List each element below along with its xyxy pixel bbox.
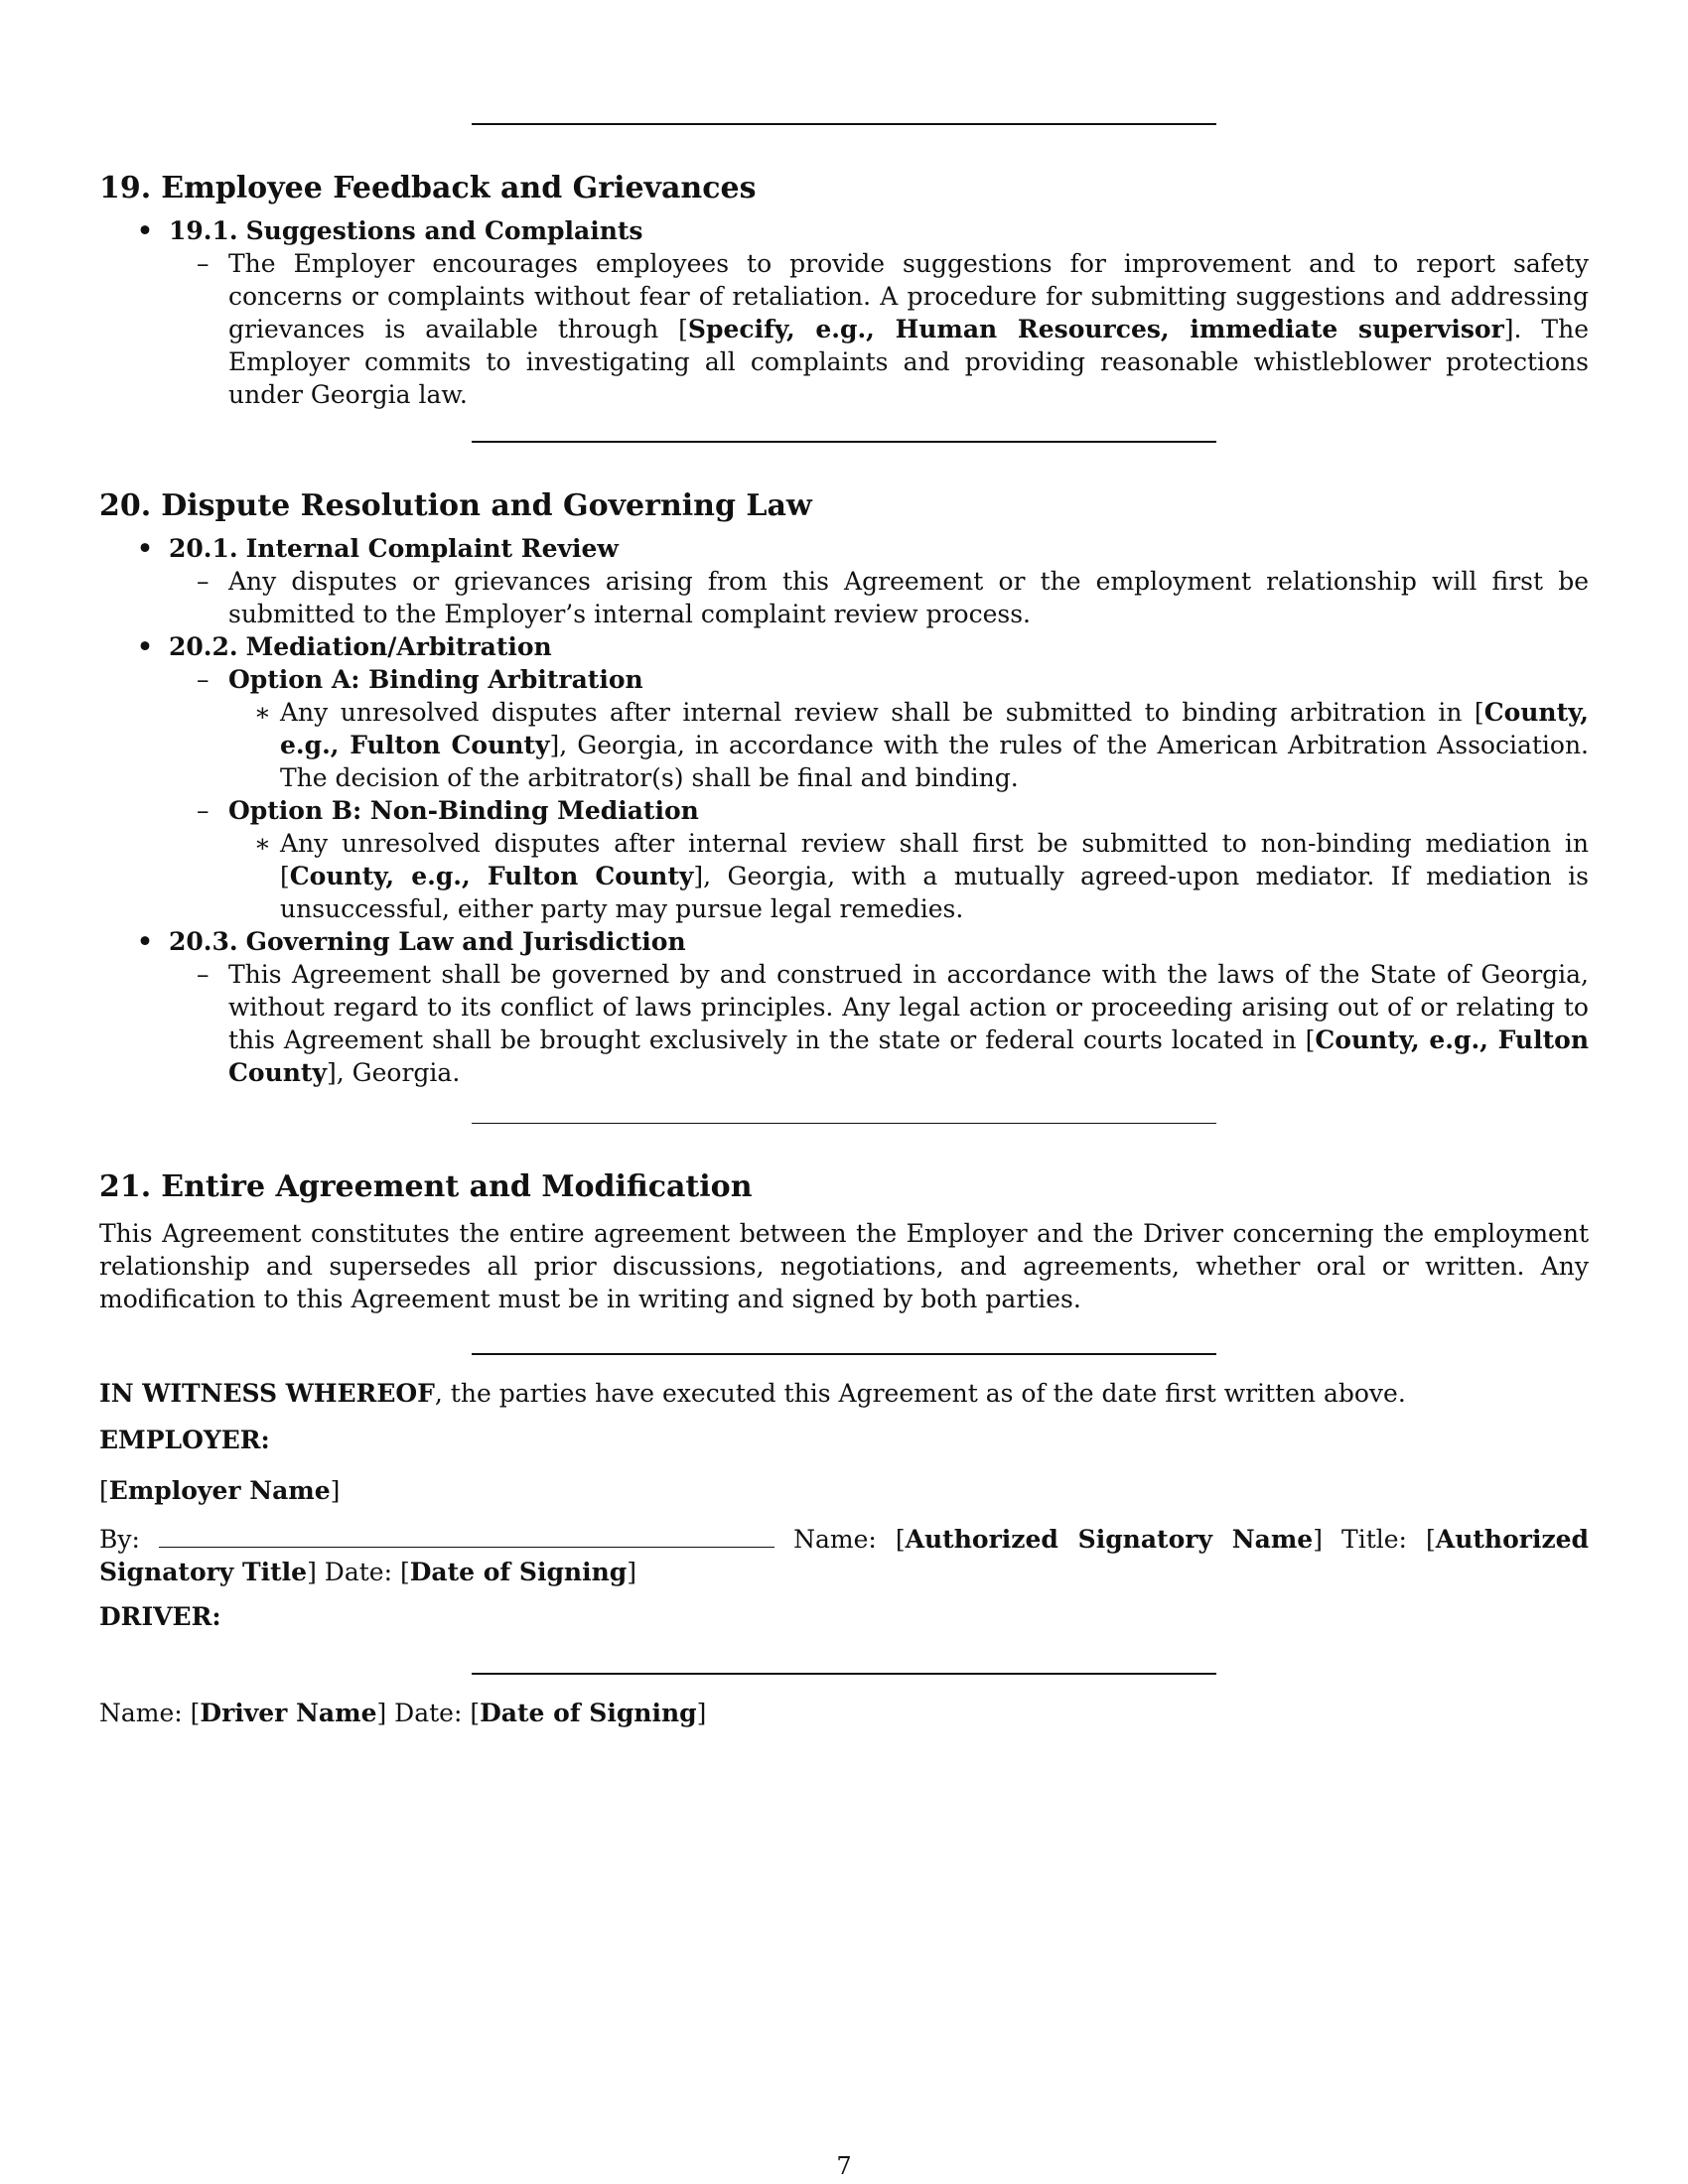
subsection-20-2: • 20.2. Mediation/Arbitration – Option A: Binding Arbitration ∗ Any unresolved disputes after internal review shall be submitted to binding arbitration in [County, e.g., Fulton County], Georgia, in accordance with the rules of the American Arbitration Association. The decision of the arbitrator(s) shall be final and binding. – Option B: Non-Binding Mediation ∗ Any unresolved disputes after internal review shall first be submitted to non-binding mediation in [County, e.g., Fulton County], Georgia, with a mutually agreed-upon mediator. If mediation is unsuccessful, either party may pursue legal remedies. <box>137 632 1589 923</box>
subsection-title: 20.2. Mediation/Arbitration <box>169 632 552 661</box>
employer-label: EMPLOYER: <box>99 1426 270 1454</box>
option-a: – Option A: Binding Arbitration ∗ Any unresolved disputes after internal review shall be submitted to binding arbitration in [County, e.g., Fulton County], Georgia, in accordance with the rules of the American Arbitration Association. The decision of the arbitrator(s) shall be final and binding. <box>197 665 1589 792</box>
subsection-20-1: • 20.1. Internal Complaint Review – Any disputes or grievances arising from this Agreement or the employment relationship will first be submitted to the Employer’s internal complaint review process. <box>137 534 1589 628</box>
signature-field[interactable] <box>159 1527 774 1548</box>
section-21-heading: 21. Entire Agreement and Modification <box>99 1169 753 1204</box>
option-b: – Option B: Non-Binding Mediation ∗ Any unresolved disputes after internal review shall first be submitted to non-binding mediation in [County, e.g., Fulton County], Georgia, with a mutually agreed-upon mediator. If mediation is unsuccessful, either party may pursue legal remedies. <box>197 796 1589 923</box>
witness-clause: IN WITNESS WHEREOF, the parties have executed this Agreement as of the date first written above. <box>99 1379 1406 1408</box>
subsection-19-1 <box>99 214 1589 411</box>
section-20-heading: 20. Dispute Resolution and Governing Law <box>99 488 812 523</box>
section-21-text: This Agreement constitutes the entire agreement between the Employer and the Driver concerning the employment relationship and supersedes all prior discussions, negotiations, and agreements, whether oral or written. Any modification to this Agreement must be in writing and signed by both parties. <box>99 1219 1589 1313</box>
option-b-title: Option B: Non-Binding Mediation <box>228 796 699 825</box>
employer-signature-line: By: Name: [Authorized Signatory Name] Title: [Authorized Signatory Title] Date: [Date of Signing] <box>99 1525 1590 1586</box>
page-number: 7 <box>836 2152 852 2180</box>
clause-text: – Any disputes or grievances arising from this Agreement or the employment relationship will first be submitted to the Employer’s internal complaint review process. <box>197 567 1589 628</box>
bullet-marker: • <box>137 216 153 245</box>
option-a-title: Option A: Binding Arbitration <box>228 665 643 694</box>
subsection-title: 20.3. Governing Law and Jurisdiction <box>169 927 686 956</box>
subsection-title: 20.1. Internal Complaint Review <box>169 534 619 563</box>
option-b-text: ∗ Any unresolved disputes after internal review shall first be submitted to non-binding mediation in [County, e.g., Fulton County], Georgia, with a mutually agreed-upon mediator. If mediation is unsuccessful, either party may pursue legal remedies. <box>254 829 1589 923</box>
subsection-20-3: • 20.3. Governing Law and Jurisdiction – This Agreement shall be governed by and construed in accordance with the laws of the State of Georgia, without regard to its conflict of laws principles. Any legal action or proceeding arising out of or relating to this Agreement shall be brought exclusively in the state or federal courts located in [County, e.g., Fulton County], Georgia. <box>137 927 1589 1087</box>
document-page <box>99 0 1589 1729</box>
subsection-title: 19.1. Suggestions and Complaints <box>169 216 643 245</box>
clause-text: – This Agreement shall be governed by and construed in accordance with the laws of the State of Georgia, without regard to its conflict of laws principles. Any legal action or proceeding arising out of or relating to this Agreement shall be brought exclusively in the state or federal courts located in [County, e.g., Fulton County], Georgia. <box>197 960 1589 1087</box>
clause-text: – The Employer encourages employees to provide suggestions for improvement and to report safety concerns or complaints without fear of retaliation. A procedure for submitting suggestions and addressing grievances is available through [Specify, e.g., Human Resources, immediate supervisor]. The Employer commits to investigating all complaints and providing reasonable whistleblower protections under Georgia law. <box>197 249 1589 409</box>
driver-details: Name: [Driver Name] Date: [Date of Signing] <box>99 1699 707 1727</box>
driver-label: DRIVER: <box>99 1602 221 1631</box>
employer-name: [Employer Name] <box>99 1476 341 1505</box>
section-19-heading: 19. Employee Feedback and Grievances <box>99 171 757 205</box>
option-a-text: ∗ Any unresolved disputes after internal review shall be submitted to binding arbitration in [County, e.g., Fulton County], Georgia, in accordance with the rules of the American Arbitration Association. The decision of the arbitrator(s) shall be final and binding. <box>254 698 1589 792</box>
